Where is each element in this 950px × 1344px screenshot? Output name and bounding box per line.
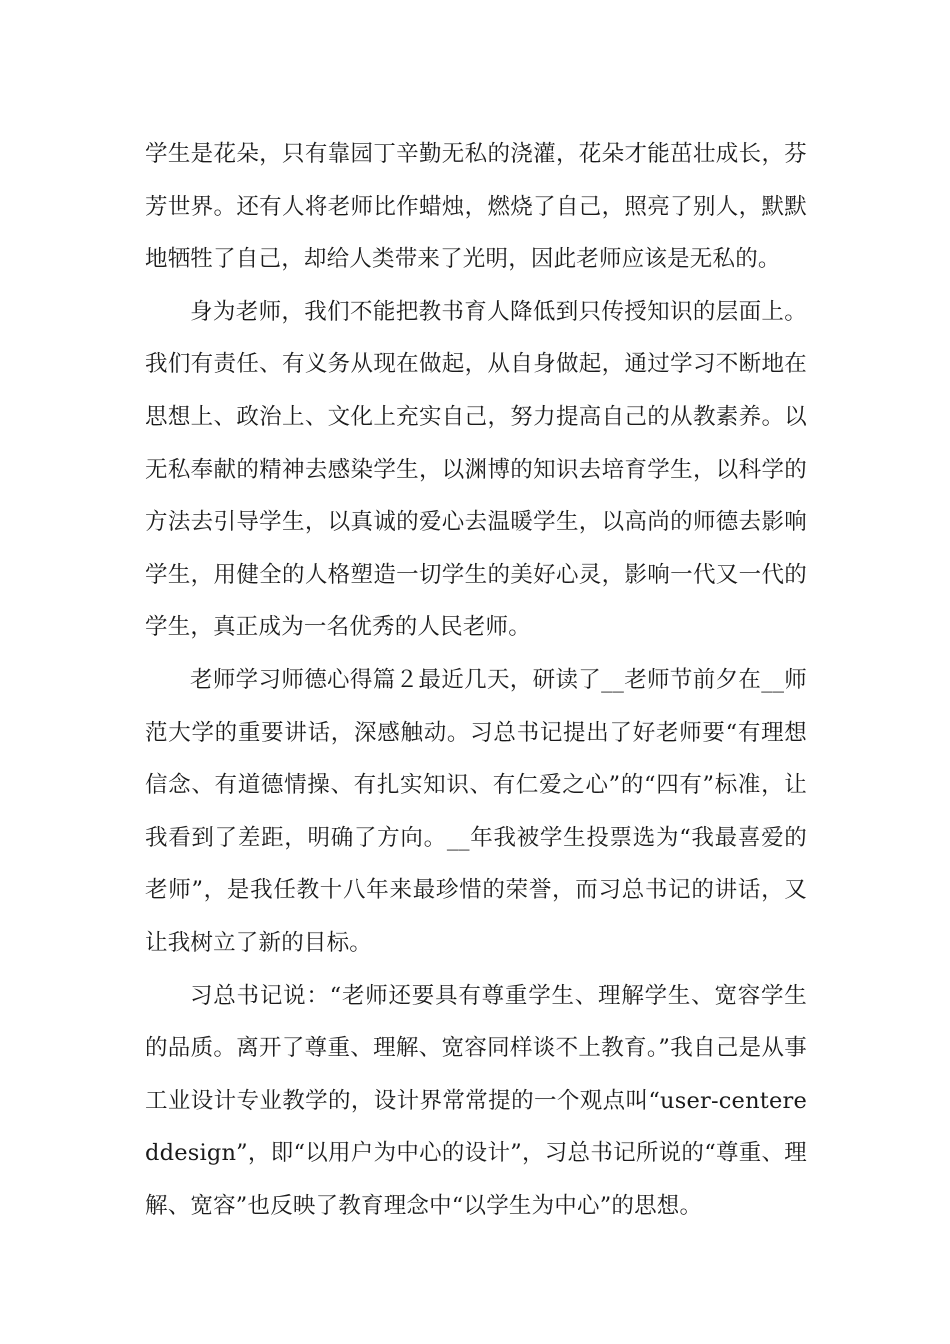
paragraph-1: 学生是花朵，只有靠园丁辛勤无私的浇灌，花朵才能茁壮成长，芬芳世界。还有人将老师比作蜡烛，燃烧了自己，照亮了别人，默默地牺牲了自己，却给人类带来了光明，因此老师应该是无私的。 [145, 141, 807, 273]
paragraph-4: 习总书记说：“老师还要具有尊重学生、理解学生、宽容学生的品质。离开了尊重、理解、宽容同样谈不上教育。”我自己是从事工业设计专业教学的，设计界常常提的一个观点叫“user-centereddesign”，即“以用户为中心的设计”，习总书记所说的“尊重、理解、宽容”也反映了教育理念中“以学生为中心”的思想。 [145, 982, 807, 1219]
document-body [145, 128, 807, 1232]
paragraph-3: 老师学习师德心得篇２最近几天，研读了__老师节前夕在__师范大学的重要讲话，深感触动。习总书记提出了好老师要“有理想信念、有道德情操、有扎实知识、有仁爱之心”的“四有”标准，让我看到了差距，明确了方向。__年我被学生投票选为“我最喜爱的老师”，是我任教十八年来最珍惜的荣誉，而习总书记的讲话，又让我树立了新的目标。 [145, 666, 807, 956]
paragraph-2: 身为老师，我们不能把教书育人降低到只传授知识的层面上。我们有责任、有义务从现在做起，从自身做起，通过学习不断地在思想上、政治上、文化上充实自己，努力提高自己的从教素养。以无私奉献的精神去感染学生，以渊博的知识去培育学生，以科学的方法去引导学生，以真诚的爱心去温暖学生，以高尚的师德去影响学生，用健全的人格塑造一切学生的美好心灵，影响一代又一代的学生，真正成为一名优秀的人民老师。 [145, 298, 807, 641]
